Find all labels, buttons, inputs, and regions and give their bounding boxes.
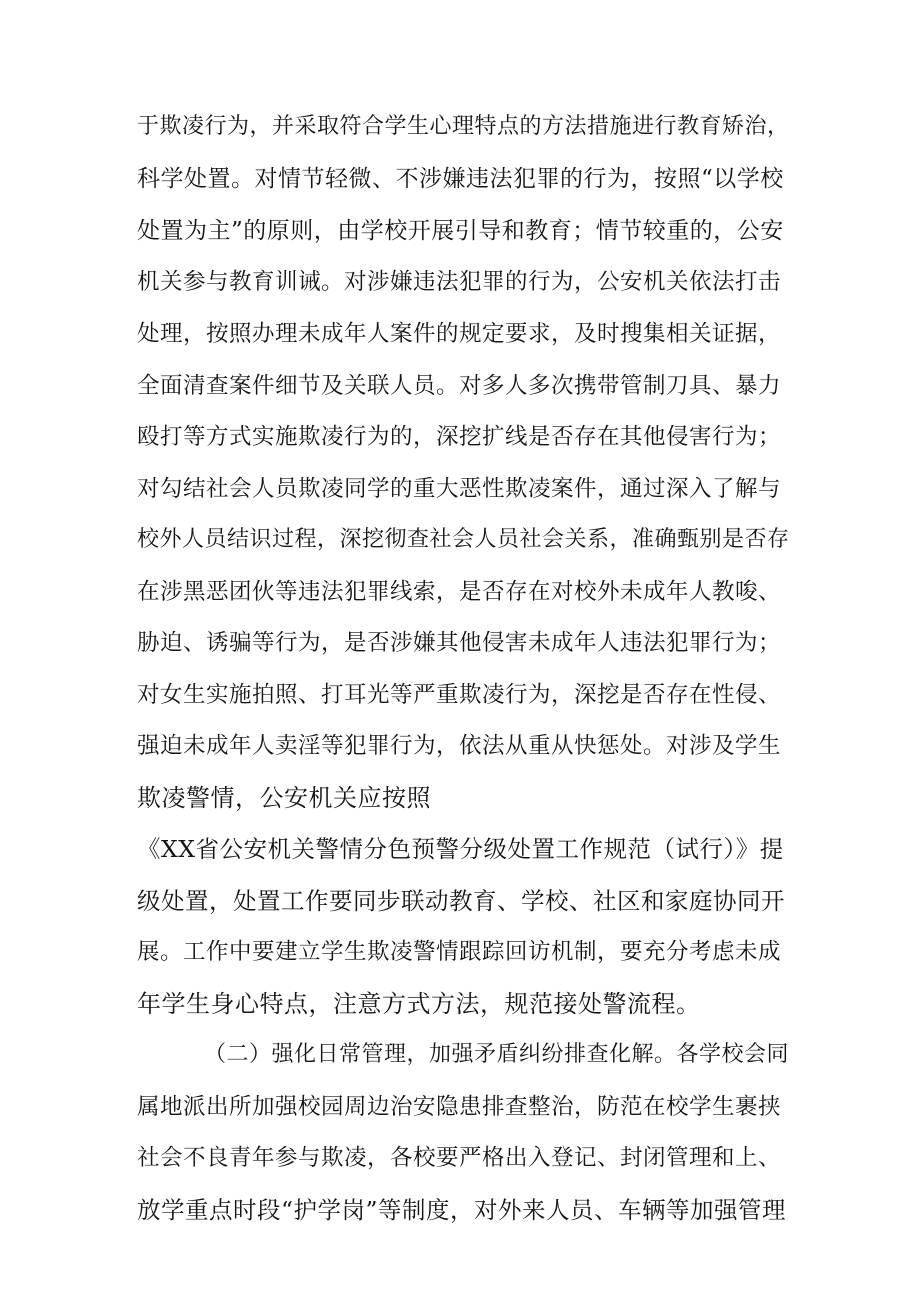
text-line: 殴打等方式实施欺凌行为的，深挖扩线是否存在其他侵害行为；: [137, 424, 782, 450]
text-line: 校外人员结识过程，深挖彻查社会人员社会关系，准确甄别是否存: [137, 527, 790, 552]
text-line: 对勾结社会人员欺凌同学的重大恶性欺凌案件，通过深入了解与: [137, 476, 782, 502]
text-line: 欺凌警情，公安机关应按照: [137, 784, 431, 812]
text-line: 科学处置。对情节轻微、不涉嫌违法犯罪的行为，按照“以学校: [137, 166, 784, 192]
text-line: 全面清查案件细节及关联人员。对多人多次携带管制刀具、暴力: [137, 373, 782, 399]
text-line: 对女生实施拍照、打耳光等严重欺凌行为，深挖是否存在性侵、: [137, 682, 782, 708]
text-line: 《XX省公安机关警情分色预警分级处置工作规范（试行）》提: [137, 835, 784, 863]
text-line: 社会不良青年参与欺凌，各校要严格出入登记、封闭管理和上、: [137, 1145, 782, 1171]
text-line: 于欺凌行为，并采取符合学生心理特点的方法措施进行教育矫治，: [137, 114, 790, 139]
text-line: 在涉黑恶团伙等违法犯罪线索，是否存在对校外未成年人教唆、: [137, 579, 782, 605]
text-line: 处理，按照办理未成年人案件的规定要求，及时搜集相关证据，: [137, 321, 782, 347]
text-line: 级处置，处置工作要同步联动教育、学校、社区和家庭协同开: [137, 887, 785, 915]
text-line: 机关参与教育训诫。对涉嫌违法犯罪的行为，公安机关依法打击: [137, 269, 782, 295]
text-line: 强迫未成年人卖淫等犯罪行为，依法从重从快惩处。对涉及学生: [137, 733, 782, 759]
text-line: 处置为主”的原则，由学校开展引导和教育；情节较重的，公安: [137, 218, 784, 244]
text-line: 展。工作中要建立学生欺凌警情跟踪回访机制，要充分考虑未成: [137, 939, 782, 965]
text-line: 年学生身心特点，注意方式方法，规范接处警流程。: [137, 990, 701, 1018]
text-line: 放学重点时段“护学岗”等制度，对外来人员、车辆等加强管理: [137, 1196, 787, 1224]
section-heading-line: （二）强化日常管理，加强矛盾纠纷排查化解。各学校会同: [204, 1042, 790, 1067]
text-line: 胁迫、诱骗等行为，是否涉嫌其他侵害未成年人违法犯罪行为；: [137, 630, 782, 656]
text-line: 属地派出所加强校园周边治安隐患排查整治，防范在校学生裹挟: [137, 1094, 782, 1120]
